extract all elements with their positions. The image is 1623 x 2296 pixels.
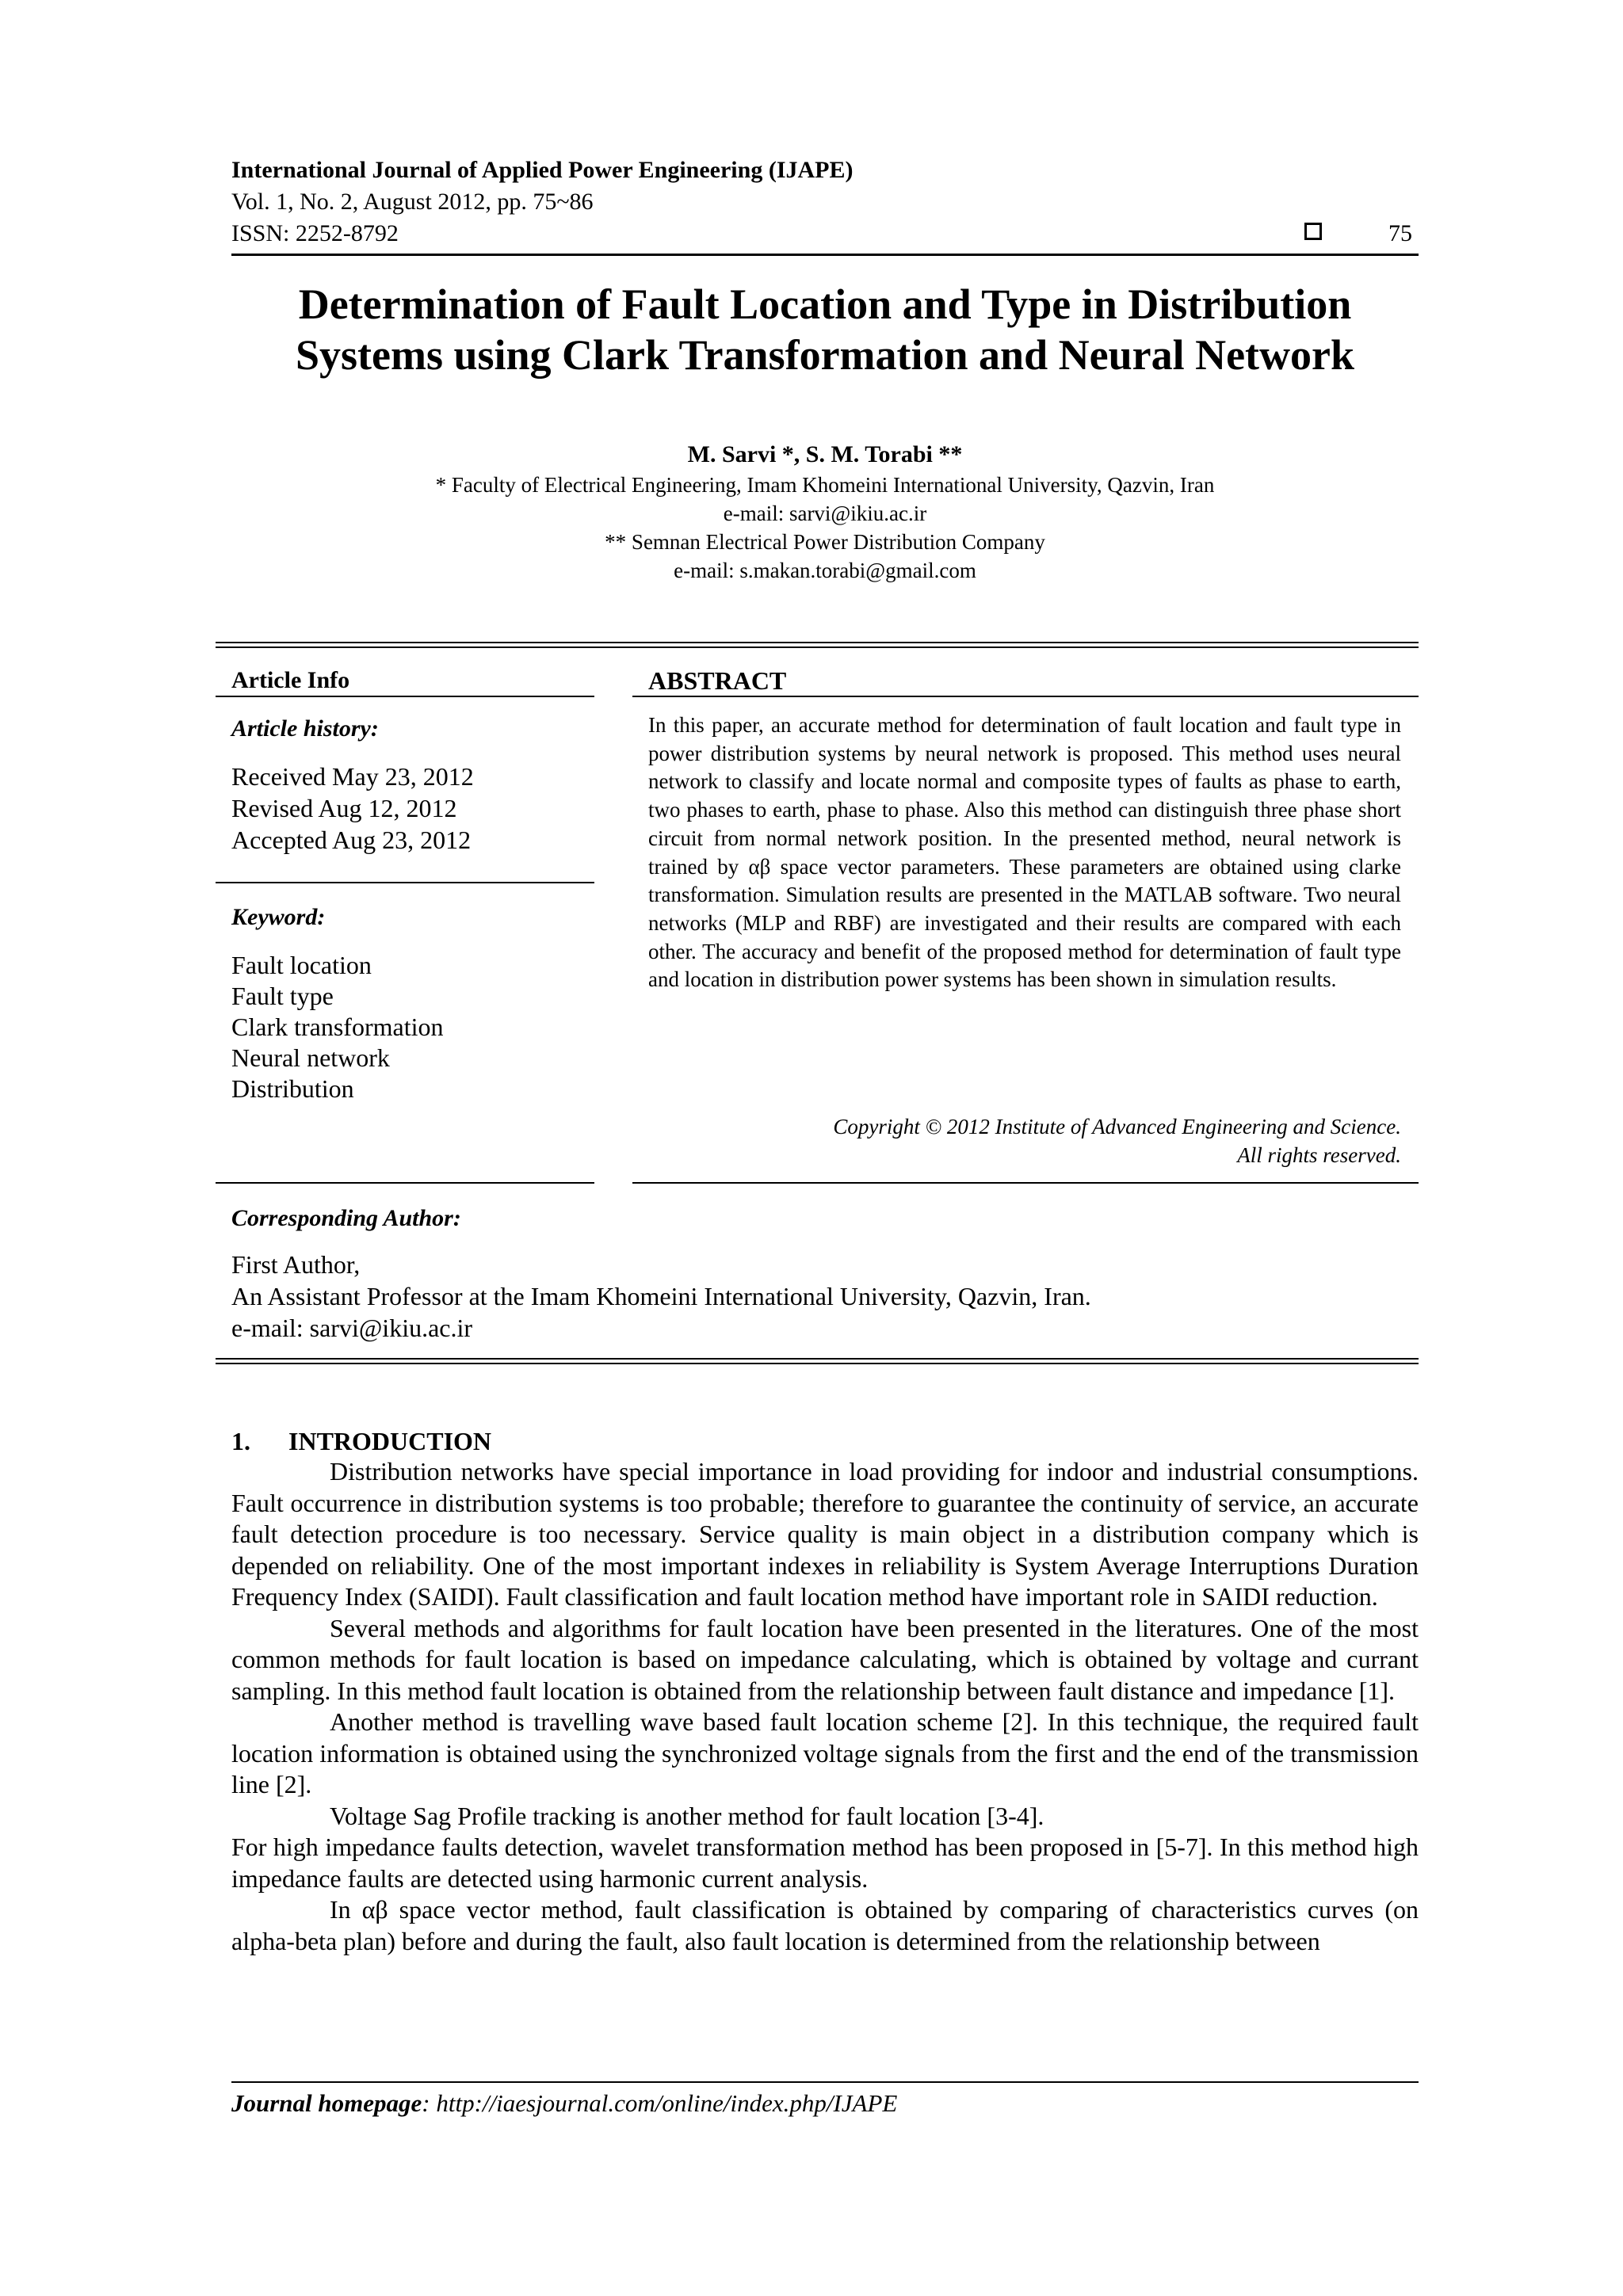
header-rule (231, 254, 1419, 256)
keyword-item: Fault type (231, 982, 334, 1010)
info-box-top-rule (216, 642, 1419, 648)
affiliation-1: * Faculty of Electrical Engineering, Imam Khomeini International University, Qazvin, Iran (435, 473, 1215, 497)
corresponding-author-line: An Assistant Professor at the Imam Khomeini International University, Qazvin, Iran. (231, 1282, 1091, 1310)
author-email-2: e-mail: s.makan.torabi@gmail.com (674, 559, 976, 582)
corresponding-author-email: e-mail: sarvi@ikiu.ac.ir (231, 1314, 473, 1342)
author-email-1: e-mail: sarvi@ikiu.ac.ir (723, 502, 927, 525)
paragraph: Another method is travelling wave based fault location scheme [2]. In this technique, the required fault location information is obtained using the synchronized voltage signals from the first and the end of the transmission line [2]. (231, 1707, 1419, 1798)
abstract-text: In this paper, an accurate method for determination of fault location and fault type in power distribution systems by neural network is proposed. This method uses neural network to classify and locate normal and composite types of faults as phase to earth, two phases to earth, phase to phase. Also this method can distinguish three phase short circuit from normal network position. In the presented method, neural network is trained by αβ space vector parameters. These parameters are obtained using clarke transformation. Simulation results are presented in the MATLAB software. Two neural networks (MLP and RBF) are investigated and their results are compared with each other. The accuracy and benefit of the proposed method for determination of fault type and location in distribution power systems has been shown in simulation results. (648, 713, 1401, 992)
keyword-item: Distribution (231, 1074, 354, 1103)
page-number: 75 (1388, 220, 1412, 246)
copyright-line-1: Copyright © 2012 Institute of Advanced Engineering and Science. (833, 1115, 1401, 1138)
copyright-notice (648, 1112, 1401, 1169)
author-names: M. Sarvi *, S. M. Torabi ** (687, 441, 963, 467)
paragraph: For high impedance faults detection, wavelet transformation method has been proposed in [5-7]. In this method high impedance faults are detected using harmonic current analysis. (231, 1833, 1419, 1893)
history-revised: Revised Aug 12, 2012 (231, 794, 457, 822)
square-bullet-icon (1304, 223, 1322, 240)
article-info-rule (216, 696, 594, 697)
affiliation-2: ** Semnan Electrical Power Distribution Company (605, 530, 1045, 554)
copyright-line-2: All rights reserved. (1237, 1143, 1401, 1167)
abstract-rule (632, 696, 1419, 697)
introduction-body (231, 1456, 1419, 1957)
corresponding-author-line: First Author, (231, 1250, 361, 1279)
journal-homepage: Journal homepage: http://iaesjournal.com/online/index.php/IJAPE (231, 2089, 898, 2117)
section-number: 1. (231, 1427, 250, 1455)
keyword-rule (216, 1182, 594, 1184)
article-history-heading: Article history: (231, 715, 379, 742)
abstract-heading: ABSTRACT (648, 666, 787, 695)
article-info-heading: Article Info (231, 667, 350, 693)
history-accepted: Accepted Aug 23, 2012 (231, 826, 472, 854)
homepage-label: Journal homepage (231, 2089, 422, 2117)
section-heading-introduction (231, 1426, 491, 1456)
journal-name: International Journal of Applied Power Engineering (IJAPE) (231, 157, 854, 183)
paragraph: Distribution networks have special importance in load providing for indoor and industrial consumptions. Fault occurrence in distribution systems is too probable; therefore to guarantee the continuity of service, an accurate fault detection procedure is too necessary. Service quality is main object in a distribution company which is depended on reliability. One of the most important indexes in reliability is System Average Interruptions Duration Frequency Index (SAIDI). Fault classification and fault location method have important role in SAIDI reduction. (231, 1457, 1419, 1611)
abstract-bottom-rule (632, 1182, 1419, 1184)
paragraph: Several methods and algorithms for fault location have been presented in the literatures. One of the most common methods for fault location is based on impedance calculating, which is obtained by voltage and currant sampling. In this method fault location is obtained from the relationship between fault distance and impedance [1]. (231, 1613, 1419, 1705)
history-rule (216, 882, 594, 883)
paragraph: In αβ space vector method, fault classification is obtained by comparing of characteristics curves (on alpha-beta plan) before and during the fault, also fault location is determined from the relationship between (231, 1895, 1419, 1955)
paper-title: Determination of Fault Location and Type in Distribution Systems using Clark Transformation and Neural Network (295, 280, 1355, 379)
keyword-heading: Keyword: (231, 904, 326, 930)
journal-issn: ISSN: 2252-8792 (231, 220, 399, 246)
info-box-bottom-rule (216, 1358, 1419, 1364)
homepage-link[interactable]: http://iaesjournal.com/online/index.php/IJAPE (436, 2089, 898, 2117)
paragraph: Voltage Sag Profile tracking is another method for fault location [3-4]. (330, 1801, 1044, 1830)
journal-volume: Vol. 1, No. 2, August 2012, pp. 75~86 (231, 189, 594, 215)
keyword-item: Clark transformation (231, 1013, 444, 1041)
corresponding-author-heading: Corresponding Author: (231, 1205, 461, 1231)
keyword-item: Neural network (231, 1043, 390, 1072)
section-title: INTRODUCTION (288, 1427, 492, 1455)
keyword-item: Fault location (231, 951, 372, 979)
footer-rule (231, 2081, 1419, 2083)
history-received: Received May 23, 2012 (231, 762, 474, 791)
